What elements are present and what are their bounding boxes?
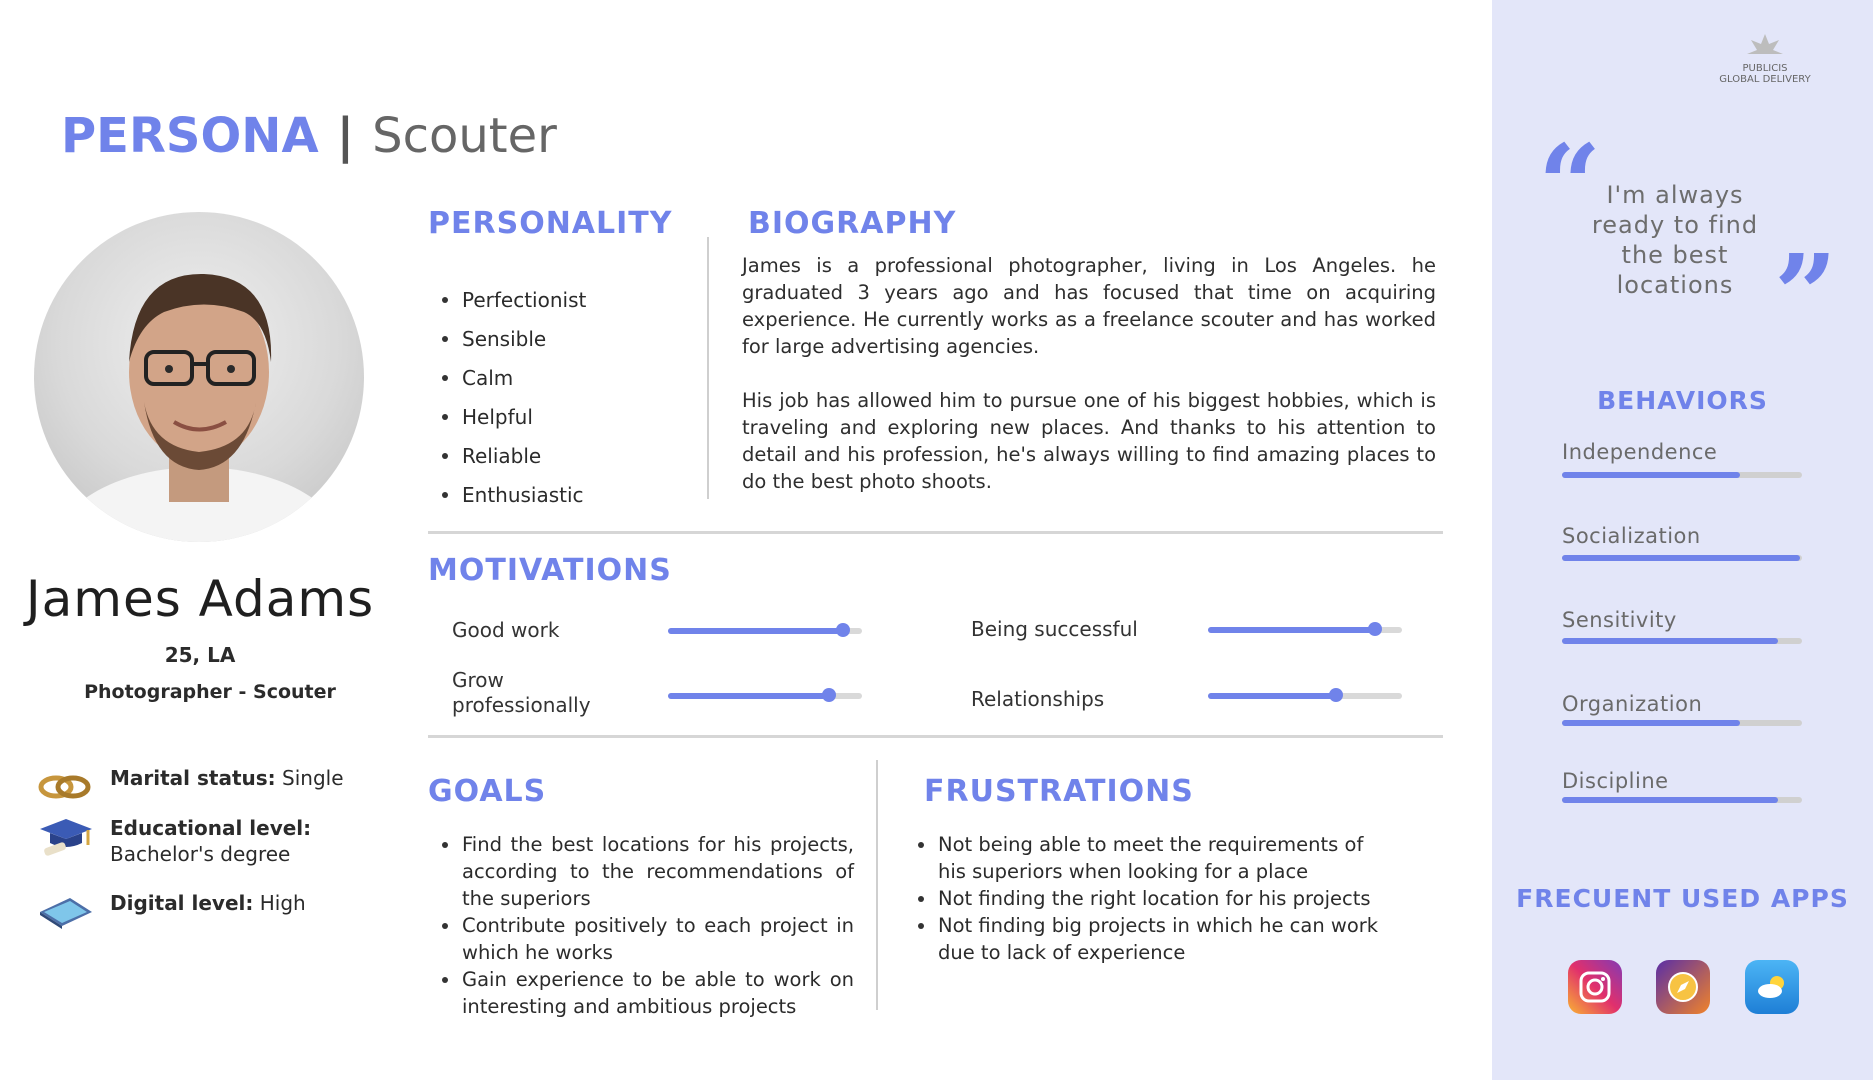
education-row [36, 815, 311, 867]
profile-photo [34, 212, 364, 542]
motivation-label: Grow professionally [452, 668, 591, 717]
list-item: Not finding the right location for his projects [918, 885, 1388, 912]
slider-fill [1208, 693, 1336, 699]
behavior-label: Sensitivity [1562, 608, 1677, 632]
list-item: Gain experience to be able to work on interesting and ambitious projects [442, 966, 854, 1020]
list-item: Not finding big projects in which he can work due to lack of experience [918, 912, 1388, 966]
biography-text [742, 252, 1436, 495]
behaviors-title: BEHAVIORS [1597, 386, 1768, 415]
behavior-bar [1562, 472, 1802, 478]
marital-status-row [36, 765, 344, 807]
list-item: Sensible [442, 319, 586, 358]
divider [707, 237, 709, 499]
bar-fill [1562, 555, 1800, 561]
logo-emblem-icon [1745, 30, 1785, 60]
bar-fill [1562, 797, 1778, 803]
slider-knob [822, 688, 836, 702]
digital-value: High [253, 891, 306, 915]
marital-value: Single [275, 766, 344, 790]
biography-title: BIOGRAPHY [748, 206, 957, 241]
frustrations-list [918, 831, 1388, 966]
motivation-slider [668, 693, 862, 699]
motivation-slider [1208, 627, 1402, 633]
behavior-bar [1562, 638, 1802, 644]
biography-paragraph: His job has allowed him to pursue one of his biggest hobbies, which is traveling and exploring new places. And thanks to his attention to detail and his profession, he's always willing to find amazing places to do the best photo shoots. [742, 389, 1436, 493]
behavior-bar [1562, 797, 1802, 803]
behavior-bar [1562, 555, 1802, 561]
behavior-label: Organization [1562, 692, 1703, 716]
motivation-label: Relationships [971, 687, 1105, 711]
frustrations-title: FRUSTRATIONS [924, 774, 1194, 809]
education-label: Educational level: [110, 816, 312, 840]
behavior-label: Discipline [1562, 769, 1669, 793]
motivation-label: Good work [452, 618, 560, 642]
slider-fill [1208, 627, 1375, 633]
marital-label: Marital status: [110, 766, 276, 790]
instagram-icon[interactable] [1568, 960, 1622, 1014]
list-item: Find the best locations for his projects, according to the recommendations of the superiors [442, 831, 854, 912]
company-logo [1700, 30, 1830, 85]
goals-title: GOALS [428, 774, 547, 809]
digital-label: Digital level: [110, 891, 254, 915]
personality-list [442, 280, 586, 514]
list-item: Reliable [442, 436, 586, 475]
tablet-device-icon [36, 890, 94, 932]
person-portrait-icon [34, 212, 364, 542]
list-item: Helpful [442, 397, 586, 436]
persona-role: Photographer - Scouter [84, 681, 336, 703]
slider-knob [836, 623, 850, 637]
slider-knob [1368, 622, 1382, 636]
motivation-slider [1208, 693, 1402, 699]
divider [428, 735, 1443, 738]
logo-text-line2: GLOBAL DELIVERY [1719, 74, 1811, 85]
graduation-cap-icon [36, 815, 94, 857]
behavior-bar [1562, 720, 1802, 726]
motivation-label: Being successful [971, 617, 1138, 641]
title-separator: | [336, 108, 355, 164]
apps-title: FRECUENT USED APPS [1516, 884, 1849, 913]
list-item: Perfectionist [442, 280, 586, 319]
persona-name: James Adams [25, 570, 375, 628]
persona-quote: I'm always ready to find the best locations [1591, 181, 1759, 299]
personality-title: PERSONALITY [428, 206, 673, 241]
logo-text-line1: PUBLICIS [1742, 63, 1788, 74]
list-item: Contribute positively to each project in which he works [442, 912, 854, 966]
education-value: Bachelor's degree [110, 842, 291, 866]
motivation-slider [668, 628, 862, 634]
title-persona: PERSONA [61, 108, 319, 164]
goals-list [442, 831, 854, 1020]
digital-level-row [36, 890, 306, 932]
bar-fill [1562, 472, 1740, 478]
open-quote-icon: “ [1538, 120, 1602, 249]
weather-app-icon[interactable] [1745, 960, 1799, 1014]
behavior-label: Independence [1562, 440, 1718, 464]
slider-fill [668, 628, 843, 634]
list-item: Calm [442, 358, 586, 397]
compass-app-icon[interactable] [1656, 960, 1710, 1014]
behavior-label: Socialization [1562, 524, 1701, 548]
slider-fill [668, 693, 829, 699]
persona-age-location: 25, LA [164, 643, 236, 667]
bar-fill [1562, 638, 1778, 644]
biography-paragraph: James is a professional photographer, living in Los Angeles. he graduated 3 years ago and has focused that time on acquiring experience. He currently works as a freelance scouter and has worked for large advertising agencies. [742, 254, 1436, 358]
list-item: Not being able to meet the requirements of his superiors when looking for a place [918, 831, 1388, 885]
motivations-title: MOTIVATIONS [428, 553, 672, 588]
slider-knob [1329, 688, 1343, 702]
list-item: Enthusiastic [442, 475, 586, 514]
close-quote-icon: ” [1774, 230, 1838, 359]
divider [428, 531, 1443, 534]
title-subtitle: Scouter [372, 108, 557, 164]
page-title [61, 108, 557, 164]
bar-fill [1562, 720, 1740, 726]
wedding-rings-icon [36, 765, 94, 807]
divider [876, 760, 878, 1010]
